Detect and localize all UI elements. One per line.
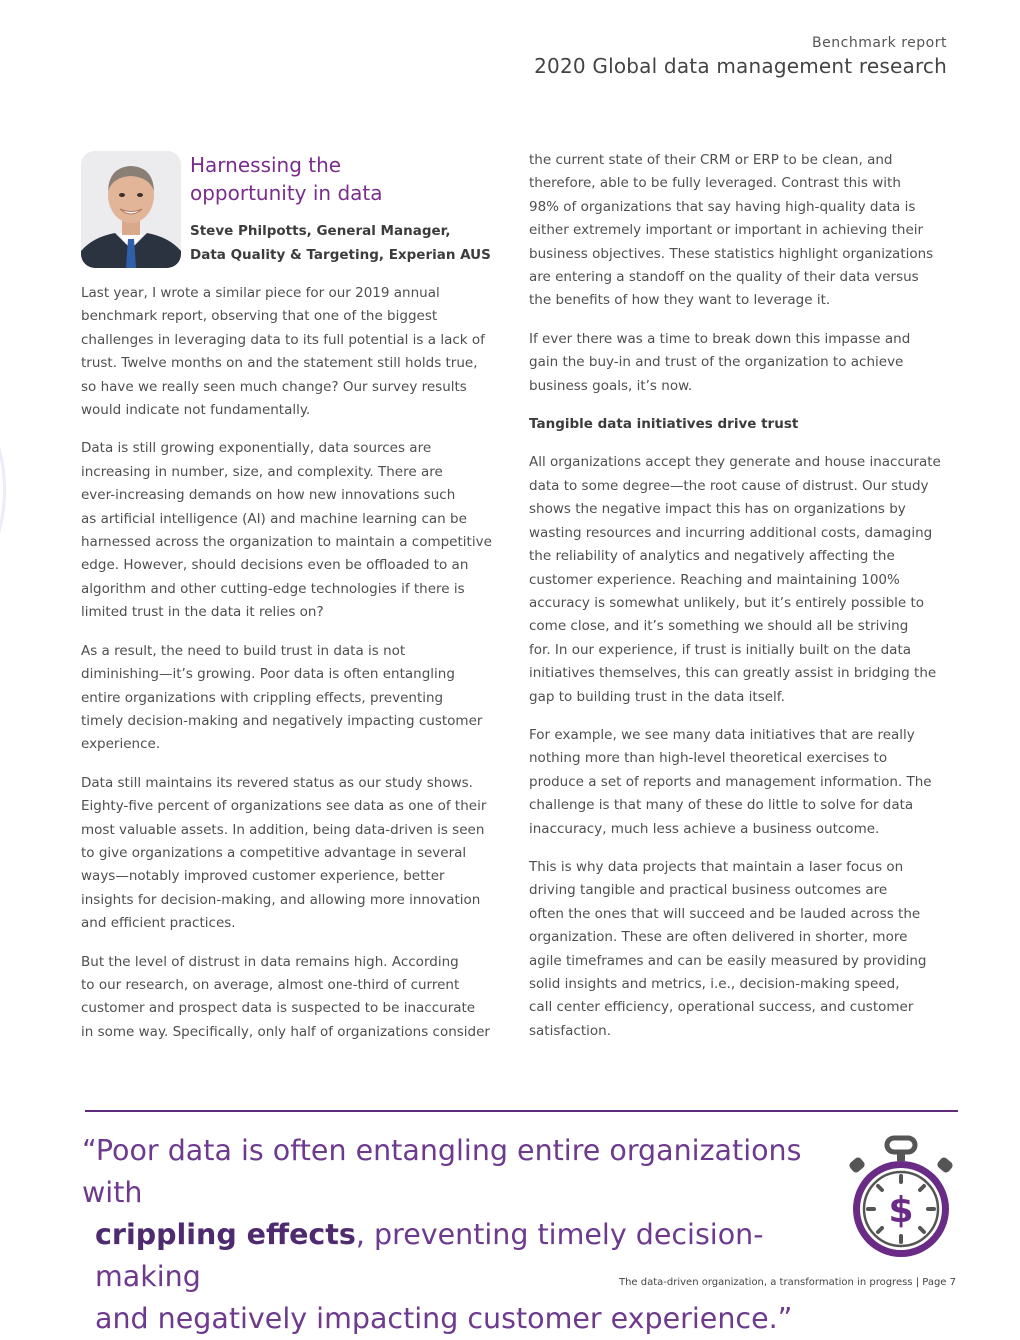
pull-quote <box>82 1130 852 1340</box>
paragraph: Data is still growing exponentially, data sources are increasing in number, size, and complexity. There are ever-increasing demands on how new innovations such as artificial intelligence (AI) and machine learning can be harnessed across the organization to maintain a competitive edge. However, should decisions even be offloaded to an algorithm and other cutting-edge technologies if there is limited trust in the data it relies on? <box>81 440 492 621</box>
paragraph: But the level of distrust in data remains high. According to our research, on average, almost one-third of current customer and prospect data is suspected to be inaccurate in some way. Specifically, only half of organizations consider <box>81 953 490 1040</box>
decorative-arc <box>0 360 6 620</box>
author-photo-illustration <box>81 151 181 268</box>
paragraph: Data still maintains its revered status as our study shows. Eighty-five percent of organizations see data as one of their most valuable assets. In addition, being data-driven is seen to give organizations a competitive advantage in several ways—notably improved customer experience, better insights for decision-making, and allowing more innovation and efficient practices. <box>81 774 487 932</box>
dollar-symbol: $ <box>888 1190 914 1231</box>
paragraph: Last year, I wrote a similar piece for our 2019 annual benchmark report, observing that one of the biggest challenges in leveraging data to its full potential is a lack of trust. Twelve months on and the statement still holds true, so have we really seen much change? Our survey results would indicate not fundamentally. <box>81 285 485 419</box>
pull-quote-line-2-rest: , preventing timely decision-making <box>95 1218 764 1293</box>
paragraph: If ever there was a time to break down this impasse and gain the buy-in and trust of the organization to achieve business goals, it’s now. <box>529 330 911 394</box>
pull-quote-line-3: and negatively impacting customer experience.” <box>95 1302 793 1335</box>
right-column <box>529 149 969 1058</box>
left-column <box>81 282 521 1059</box>
page-footer: The data-driven organization, a transformation in progress | Page 7 <box>618 1277 956 1288</box>
pull-quote-line-1: “Poor data is often entangling entire organizations with <box>82 1134 802 1209</box>
quote-divider <box>85 1110 958 1112</box>
report-title: 2020 Global data management research <box>534 54 947 78</box>
report-type: Benchmark report <box>812 35 947 51</box>
author-block <box>81 151 521 271</box>
stopwatch-dollar-icon <box>845 1135 957 1263</box>
paragraph: the current state of their CRM or ERP to be clean, and therefore, able to be fully leveraged. Contrast this with 98% of organizations that say having high-quality data is either extremely important or important in achieving their business objectives. These statistics highlight organizations are entering a standoff on the quality of their data versus the benefits of how they want to leverage it. <box>529 152 934 309</box>
author-name: Steve Philpotts, General Manager, Data Quality & Targeting, Experian AUS <box>190 223 491 263</box>
paragraph: All organizations accept they generate and house inaccurate data to some degree—the root cause of distrust. Our study shows the negative impact this has on organizations by wasting resources and incurring additional costs, damaging the reliability of analytics and negatively affecting the customer experience. Reaching and maintaining 100% accuracy is somewhat unlikely, but it’s entirely possible to come close, and it’s something we should all be striving for. In our experience, if trust is initially built on the data initiatives themselves, this can greatly assist in bridging the gap to building trust in the data itself. <box>529 454 941 705</box>
subheading: Tangible data initiatives drive trust <box>529 416 799 433</box>
paragraph: For example, we see many data initiatives that are really nothing more than high-level theoretical exercises to produce a set of reports and management information. The challenge is that many of these do little to solve for data inaccuracy, much less achieve a business outcome. <box>529 726 932 837</box>
paragraph: This is why data projects that maintain a laser focus on driving tangible and practical business outcomes are often the ones that will succeed and be lauded across the organization. These are often delivered in shorter, more agile timeframes and can be easily measured by providing solid insights and metrics, i.e., decision-making speed, call center efficiency, operational success, and customer satisfaction. <box>529 858 927 1039</box>
paragraph: As a result, the need to build trust in data is not diminishing—it’s growing. Poor data is often entangling entire organizations with crippling effects, preventing timely decision-making and negatively impacting customer experience. <box>81 642 483 753</box>
pull-quote-emphasis: crippling effects <box>95 1218 356 1251</box>
author-portrait <box>81 151 181 268</box>
section-title: Harnessing the opportunity in data <box>190 153 383 205</box>
